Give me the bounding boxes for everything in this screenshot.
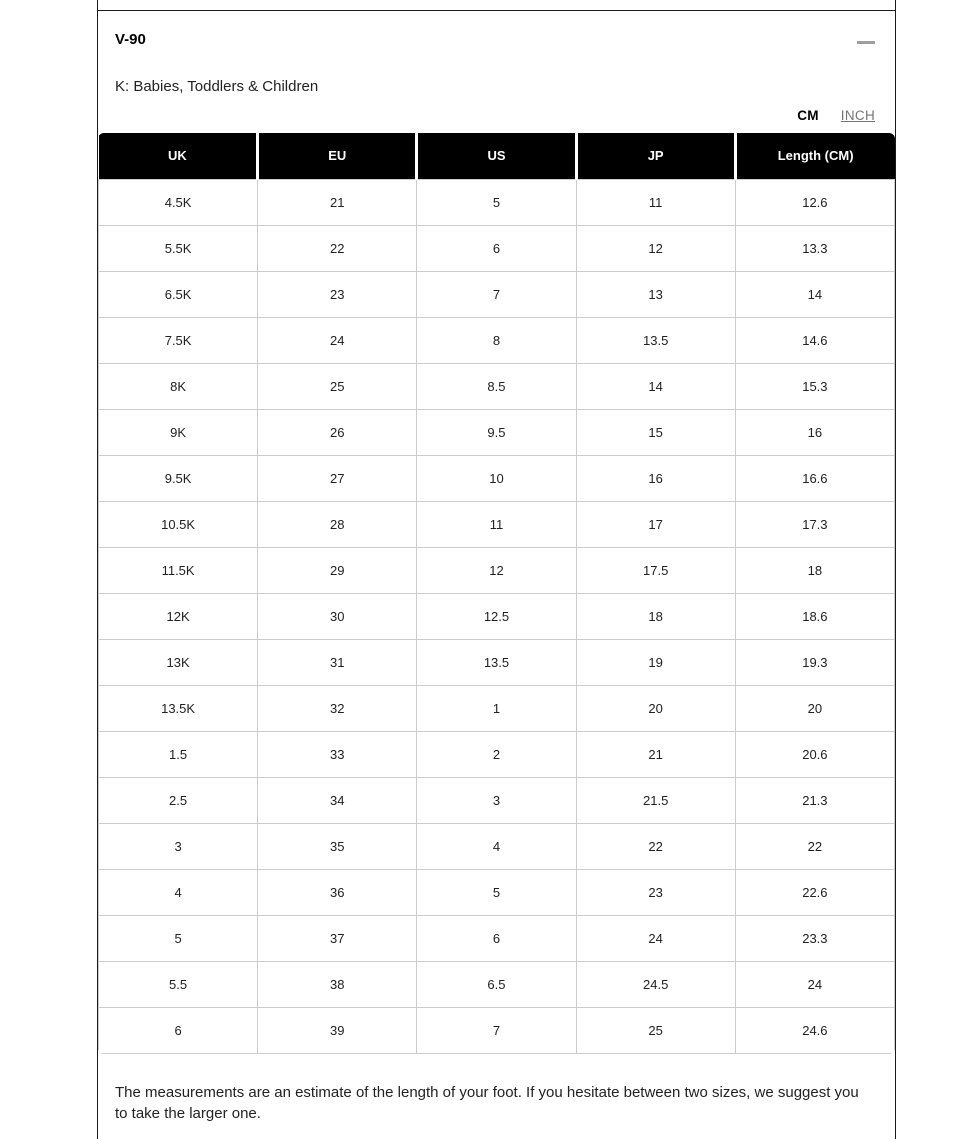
table-cell: 32 (258, 685, 417, 731)
table-cell: 3 (417, 777, 576, 823)
table-cell: 7 (417, 271, 576, 317)
unit-cm-button[interactable]: CM (797, 108, 819, 123)
table-row (99, 225, 895, 271)
table-cell: 21.5 (576, 777, 735, 823)
table-cell: 3 (99, 823, 258, 869)
size-guide-panel (97, 0, 896, 1139)
table-cell: 21 (258, 179, 417, 225)
column-header: Length (CM) (735, 133, 894, 179)
table-cell: 7 (417, 1007, 576, 1053)
table-cell: 11 (576, 179, 735, 225)
table-cell: 30 (258, 593, 417, 639)
size-table-header (99, 133, 895, 179)
table-cell: 11 (417, 501, 576, 547)
table-cell: 18 (576, 593, 735, 639)
table-cell: 22 (576, 823, 735, 869)
size-guide-accordion-section (98, 10, 895, 1124)
table-row (99, 639, 895, 685)
table-row (99, 1007, 895, 1053)
unit-toggle (98, 108, 895, 123)
table-cell: 23 (258, 271, 417, 317)
table-cell: 4.5K (99, 179, 258, 225)
table-cell: 31 (258, 639, 417, 685)
table-cell: 5 (99, 915, 258, 961)
table-cell: 24.5 (576, 961, 735, 1007)
table-cell: 23.3 (735, 915, 894, 961)
table-cell: 4 (99, 869, 258, 915)
table-cell: 39 (258, 1007, 417, 1053)
table-cell: 1 (417, 685, 576, 731)
table-cell: 19.3 (735, 639, 894, 685)
table-cell: 5 (417, 869, 576, 915)
table-cell: 24 (576, 915, 735, 961)
table-row (99, 731, 895, 777)
table-cell: 17 (576, 501, 735, 547)
table-cell: 6.5 (417, 961, 576, 1007)
table-cell: 13.5K (99, 685, 258, 731)
table-cell: 21 (576, 731, 735, 777)
collapse-button[interactable] (857, 31, 875, 53)
measurement-note: The measurements are an estimate of the length of your foot. If you hesitate between two sizes, we suggest you to take the larger one. (115, 1083, 859, 1122)
table-cell: 9.5K (99, 455, 258, 501)
table-cell: 20 (576, 685, 735, 731)
table-row (99, 271, 895, 317)
size-table (98, 133, 895, 1054)
table-cell: 13.3 (735, 225, 894, 271)
column-header: JP (576, 133, 735, 179)
table-cell: 7.5K (99, 317, 258, 363)
table-cell: 13.5 (576, 317, 735, 363)
unit-inch-button[interactable]: INCH (840, 108, 875, 123)
table-row (99, 777, 895, 823)
table-row (99, 823, 895, 869)
table-cell: 5.5 (99, 961, 258, 1007)
table-cell: 12.5 (417, 593, 576, 639)
table-cell: 11.5K (99, 547, 258, 593)
table-cell: 1.5 (99, 731, 258, 777)
table-cell: 20 (735, 685, 894, 731)
table-cell: 22 (735, 823, 894, 869)
table-cell: 14.6 (735, 317, 894, 363)
table-cell: 16 (576, 455, 735, 501)
column-header: UK (99, 133, 258, 179)
table-cell: 22.6 (735, 869, 894, 915)
panel-title: V-90 (115, 31, 146, 48)
table-cell: 20.6 (735, 731, 894, 777)
table-cell: 21.3 (735, 777, 894, 823)
table-cell: 23 (576, 869, 735, 915)
table-row (99, 915, 895, 961)
table-cell: 16.6 (735, 455, 894, 501)
table-cell: 25 (576, 1007, 735, 1053)
size-table-body (99, 179, 895, 1053)
table-cell: 19 (576, 639, 735, 685)
table-cell: 4 (417, 823, 576, 869)
table-cell: 18.6 (735, 593, 894, 639)
table-cell: 12 (417, 547, 576, 593)
table-row (99, 317, 895, 363)
table-cell: 27 (258, 455, 417, 501)
table-cell: 17.5 (576, 547, 735, 593)
table-cell: 6 (99, 1007, 258, 1053)
table-cell: 15.3 (735, 363, 894, 409)
table-cell: 9.5 (417, 409, 576, 455)
table-row (99, 455, 895, 501)
table-cell: 26 (258, 409, 417, 455)
table-row (99, 363, 895, 409)
table-cell: 8 (417, 317, 576, 363)
table-cell: 28 (258, 501, 417, 547)
table-cell: 2 (417, 731, 576, 777)
table-row (99, 961, 895, 1007)
table-cell: 13.5 (417, 639, 576, 685)
table-row (99, 593, 895, 639)
table-cell: 2.5 (99, 777, 258, 823)
table-cell: 22 (258, 225, 417, 271)
table-cell: 38 (258, 961, 417, 1007)
table-cell: 5.5K (99, 225, 258, 271)
table-cell: 24 (735, 961, 894, 1007)
table-cell: 14 (735, 271, 894, 317)
table-cell: 12.6 (735, 179, 894, 225)
table-row (99, 547, 895, 593)
table-row (99, 869, 895, 915)
table-row (99, 409, 895, 455)
table-cell: 5 (417, 179, 576, 225)
table-cell: 8.5 (417, 363, 576, 409)
section-header (98, 11, 895, 53)
table-cell: 24 (258, 317, 417, 363)
table-cell: 12K (99, 593, 258, 639)
column-header: US (417, 133, 576, 179)
table-cell: 6 (417, 915, 576, 961)
minus-icon (857, 41, 875, 44)
table-cell: 36 (258, 869, 417, 915)
table-cell: 12 (576, 225, 735, 271)
table-cell: 6 (417, 225, 576, 271)
table-cell: 25 (258, 363, 417, 409)
table-cell: 18 (735, 547, 894, 593)
table-cell: 6.5K (99, 271, 258, 317)
table-cell: 10 (417, 455, 576, 501)
table-cell: 16 (735, 409, 894, 455)
table-row (99, 685, 895, 731)
table-cell: 8K (99, 363, 258, 409)
table-cell: 9K (99, 409, 258, 455)
table-cell: 17.3 (735, 501, 894, 547)
table-cell: 13 (576, 271, 735, 317)
table-cell: 10.5K (99, 501, 258, 547)
table-cell: 15 (576, 409, 735, 455)
table-cell: 24.6 (735, 1007, 894, 1053)
table-cell: 34 (258, 777, 417, 823)
table-cell: 13K (99, 639, 258, 685)
table-cell: 29 (258, 547, 417, 593)
table-cell: 14 (576, 363, 735, 409)
header-row (99, 133, 895, 179)
table-cell: 35 (258, 823, 417, 869)
table-row (99, 179, 895, 225)
table-cell: 37 (258, 915, 417, 961)
column-header: EU (258, 133, 417, 179)
table-row (99, 501, 895, 547)
panel-subtitle: K: Babies, Toddlers & Children (115, 78, 319, 95)
table-cell: 33 (258, 731, 417, 777)
